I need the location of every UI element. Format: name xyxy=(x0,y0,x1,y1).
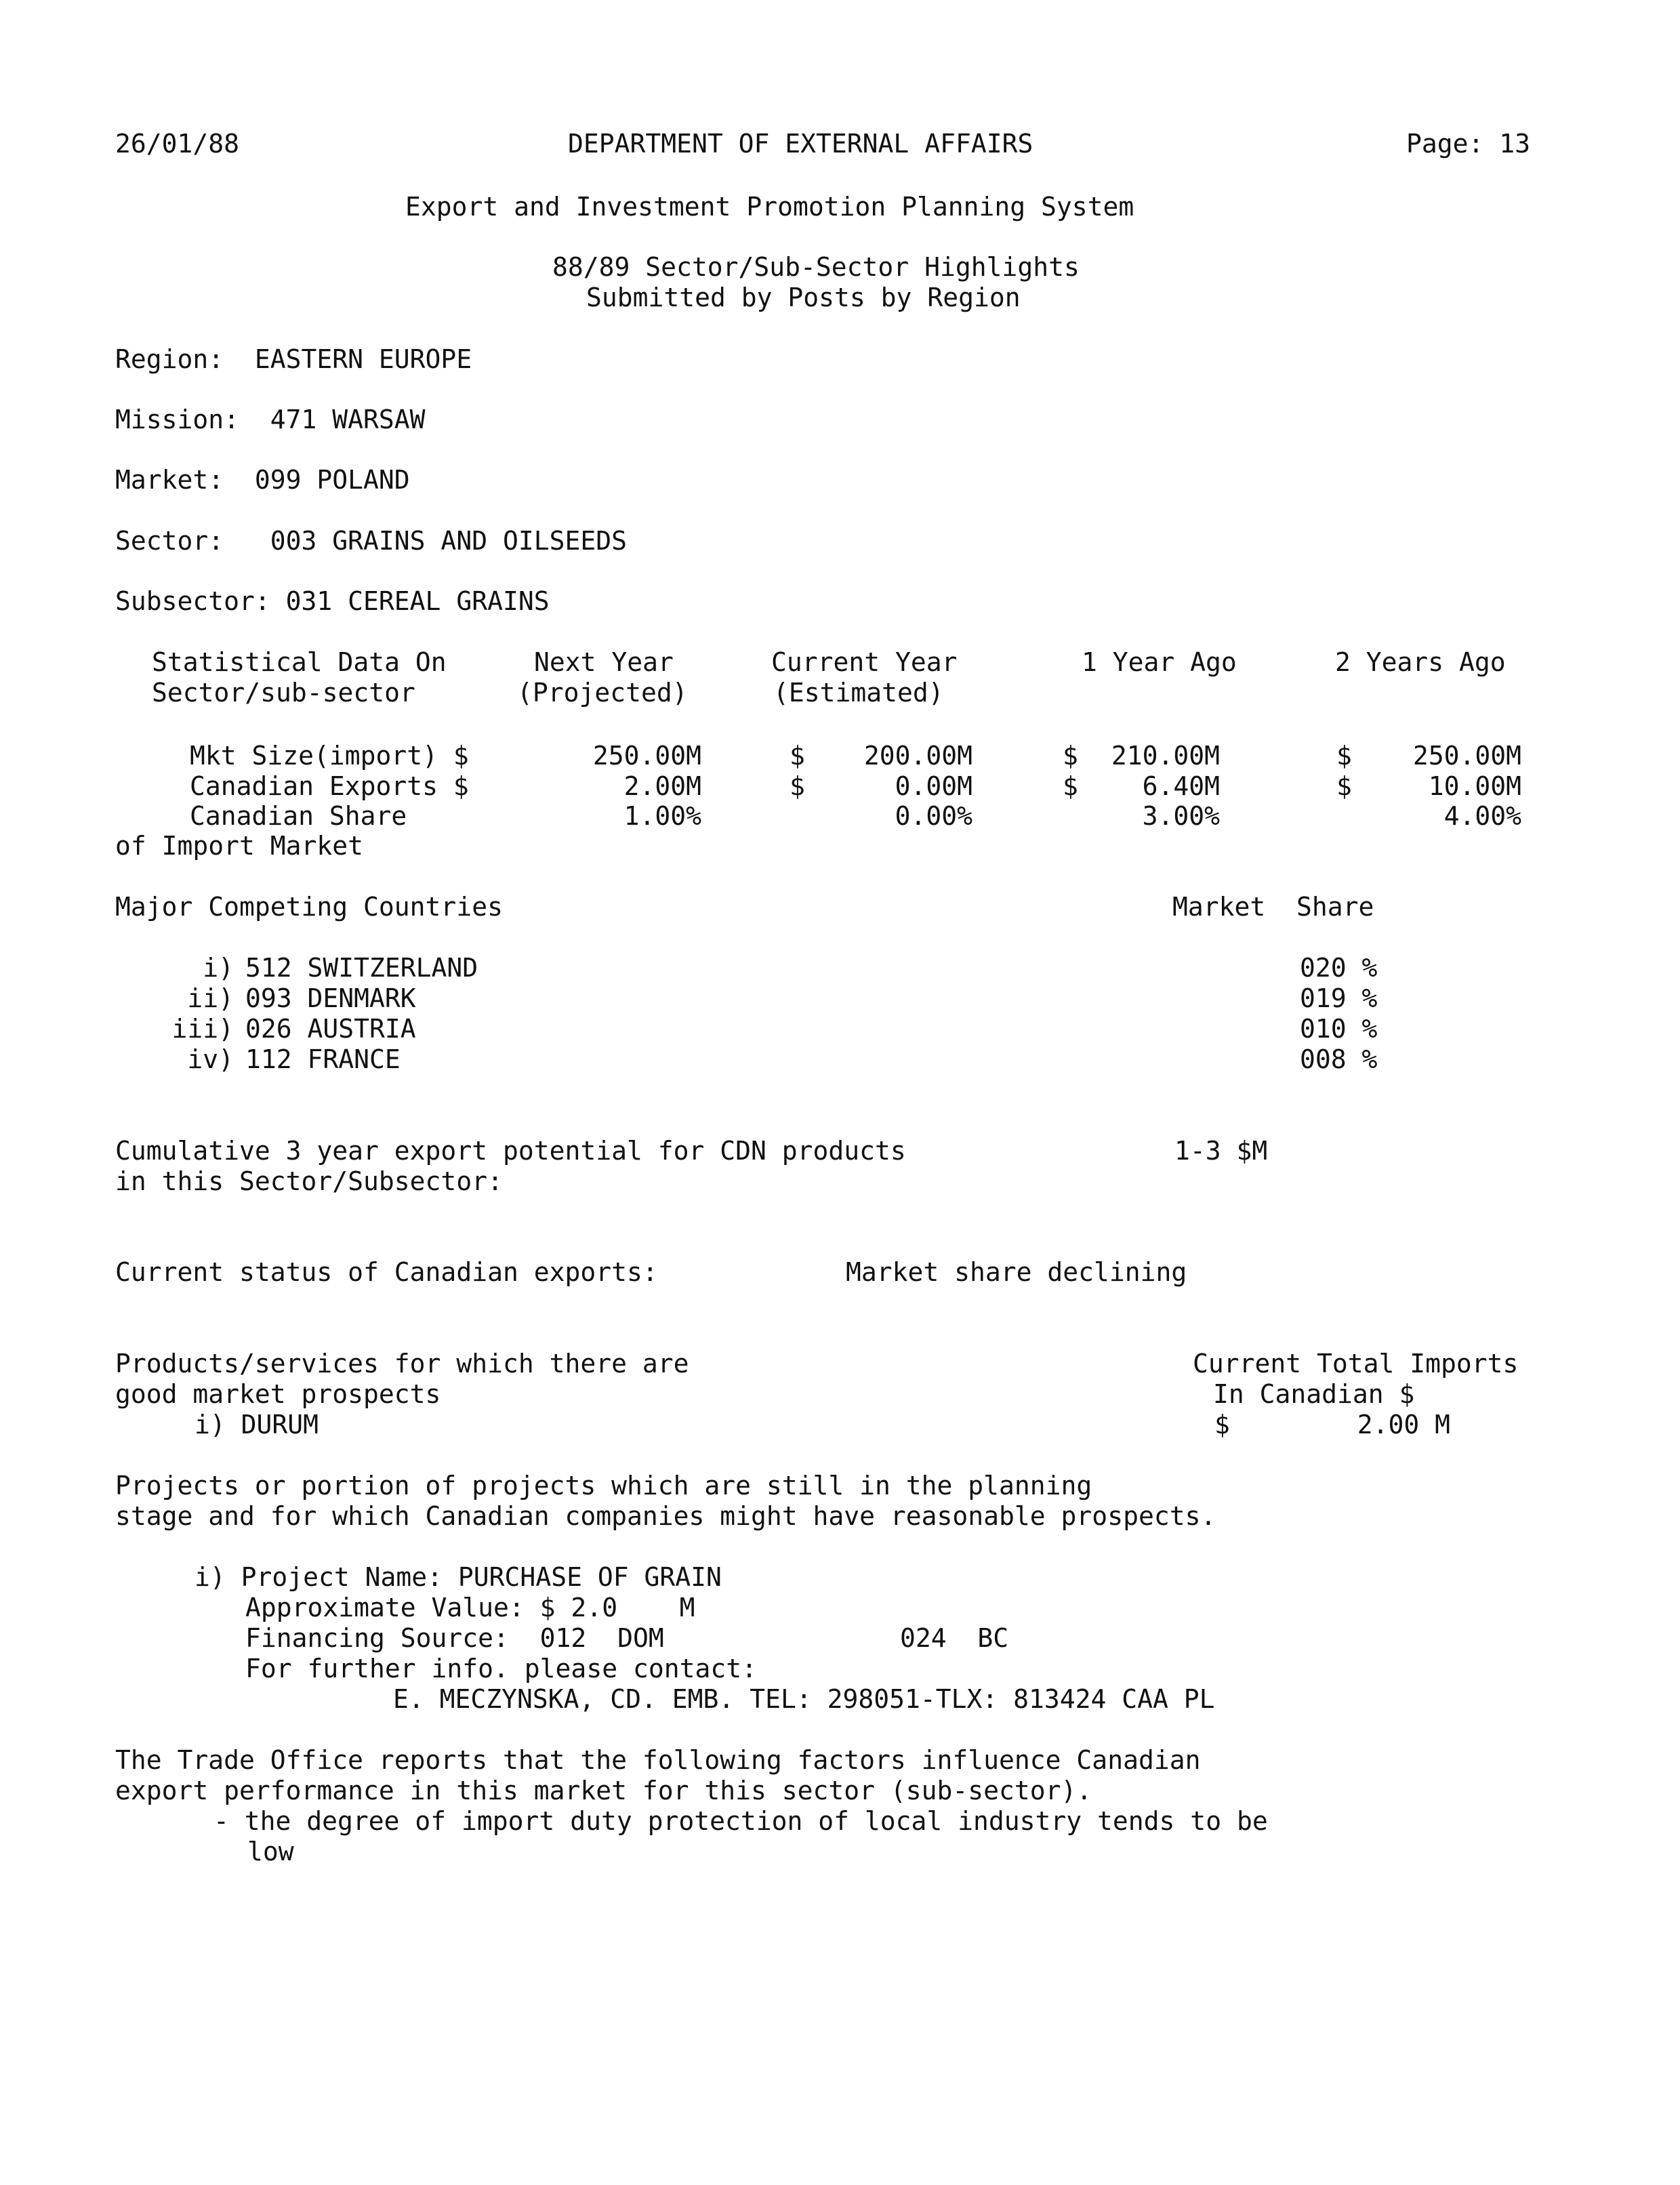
products-line1: Products/services for which there are xyxy=(115,1349,689,1379)
project-financing-extra: 024 BC xyxy=(900,1623,1009,1653)
competitor-share: 008 % xyxy=(1300,1044,1378,1074)
product-amount: 2.00 M xyxy=(1357,1410,1450,1439)
stats-label-line2: Sector/sub-sector xyxy=(152,678,415,708)
col-next-year: Next Year xyxy=(534,647,674,677)
project-name: i) Project Name: PURCHASE OF GRAIN xyxy=(194,1562,722,1592)
project-financing: Financing Source: 012 DOM xyxy=(245,1623,664,1653)
col-1-year-ago: 1 Year Ago xyxy=(1082,647,1237,677)
col-2-years-ago: 2 Years Ago xyxy=(1335,647,1506,677)
potential-line1: Cumulative 3 year export potential for CDN products xyxy=(115,1136,906,1166)
product-item: i) DURUM xyxy=(194,1410,319,1439)
competitor-name: 512 SWITZERLAND xyxy=(245,953,478,983)
project-value: Approximate Value: $ 2.0 M xyxy=(245,1593,695,1622)
value-share-next: 1.00% xyxy=(623,801,701,831)
currency-exports-2y: $ xyxy=(1336,771,1352,801)
currency-mkt-size-2y: $ xyxy=(1336,741,1352,771)
row-label-mkt-size: Mkt Size(import) $ xyxy=(190,741,469,771)
status-label: Current status of Canadian exports: xyxy=(115,1257,658,1287)
potential-value: 1-3 $M xyxy=(1174,1136,1268,1166)
highlights-title: 88/89 Sector/Sub-Sector Highlights xyxy=(552,252,1080,282)
imports-header-line2: In Canadian $ xyxy=(1213,1379,1415,1409)
row-label-canadian-share: Canadian Share xyxy=(190,801,407,831)
imports-header-line1: Current Total Imports xyxy=(1193,1349,1519,1379)
competitor-num: iv) xyxy=(187,1044,234,1074)
factors-line1: The Trade Office reports that the following factors influence Canadian xyxy=(115,1745,1201,1775)
project-contact-line: For further info. please contact: xyxy=(245,1654,757,1683)
competitor-num: iii) xyxy=(171,1014,234,1044)
col-current-year: Current Year xyxy=(771,647,958,677)
currency-exports-1y: $ xyxy=(1063,771,1078,801)
factor-bullet: - the degree of import duty protection of local industry tends to be xyxy=(213,1806,1268,1836)
mission-line: Mission: 471 WARSAW xyxy=(115,405,426,434)
value-exports-next: 2.00M xyxy=(623,771,701,801)
report-date: 26/01/88 xyxy=(115,129,240,159)
market-share-header: Market Share xyxy=(1172,892,1374,922)
row-label-share-continued: of Import Market xyxy=(115,831,364,861)
value-share-2y: 4.00% xyxy=(1443,801,1521,831)
value-mkt-size-1y: 210.00M xyxy=(1111,741,1220,771)
potential-line2: in this Sector/Subsector: xyxy=(115,1166,503,1196)
col-current-year-note: (Estimated) xyxy=(773,678,944,708)
stats-label-line1: Statistical Data On xyxy=(152,647,447,677)
factor-bullet-continued: low xyxy=(247,1837,294,1866)
department-title: DEPARTMENT OF EXTERNAL AFFAIRS xyxy=(568,129,1033,159)
status-value: Market share declining xyxy=(846,1257,1187,1287)
competitor-num: ii) xyxy=(187,983,234,1013)
value-share-1y: 3.00% xyxy=(1142,801,1220,831)
market-line: Market: 099 POLAND xyxy=(115,465,410,495)
competitor-share: 010 % xyxy=(1300,1014,1378,1044)
submitted-subtitle: Submitted by Posts by Region xyxy=(586,283,1021,312)
competitor-num: i) xyxy=(203,953,234,983)
currency-mkt-size-1y: $ xyxy=(1063,741,1078,771)
value-exports-2y: 10.00M xyxy=(1428,771,1521,801)
value-mkt-size-2y: 250.00M xyxy=(1412,741,1521,771)
page-number: Page: 13 xyxy=(1406,129,1531,159)
product-currency: $ xyxy=(1214,1410,1230,1439)
region-line: Region: EASTERN EUROPE xyxy=(115,344,472,374)
value-share-current: 0.00% xyxy=(895,801,972,831)
competitor-share: 020 % xyxy=(1300,953,1378,983)
subsector-line: Subsector: 031 CEREAL GRAINS xyxy=(115,586,550,616)
currency-exports-current: $ xyxy=(790,771,805,801)
value-mkt-size-next: 250.00M xyxy=(592,741,701,771)
competitors-title: Major Competing Countries xyxy=(115,892,503,922)
row-label-canadian-exports: Canadian Exports $ xyxy=(190,771,469,801)
competitor-name: 026 AUSTRIA xyxy=(245,1014,416,1044)
system-title: Export and Investment Promotion Planning System xyxy=(405,192,1134,222)
currency-mkt-size-current: $ xyxy=(790,741,805,771)
products-line2: good market prospects xyxy=(115,1379,441,1409)
value-exports-1y: 6.40M xyxy=(1142,771,1220,801)
competitor-name: 093 DENMARK xyxy=(245,983,416,1013)
sector-line: Sector: 003 GRAINS AND OILSEEDS xyxy=(115,526,627,556)
value-mkt-size-current: 200.00M xyxy=(863,741,972,771)
competitor-share: 019 % xyxy=(1300,983,1378,1013)
project-contact-detail: E. MECZYNSKA, CD. EMB. TEL: 298051-TLX: 813424 CAA PL xyxy=(393,1684,1215,1714)
value-exports-current: 0.00M xyxy=(895,771,972,801)
projects-intro-line2: stage and for which Canadian companies might have reasonable prospects. xyxy=(115,1501,1216,1531)
projects-intro-line1: Projects or portion of projects which are still in the planning xyxy=(115,1471,1092,1500)
competitor-name: 112 FRANCE xyxy=(245,1044,401,1074)
factors-line2: export performance in this market for this sector (sub-sector). xyxy=(115,1776,1092,1805)
col-next-year-note: (Projected) xyxy=(517,678,688,708)
